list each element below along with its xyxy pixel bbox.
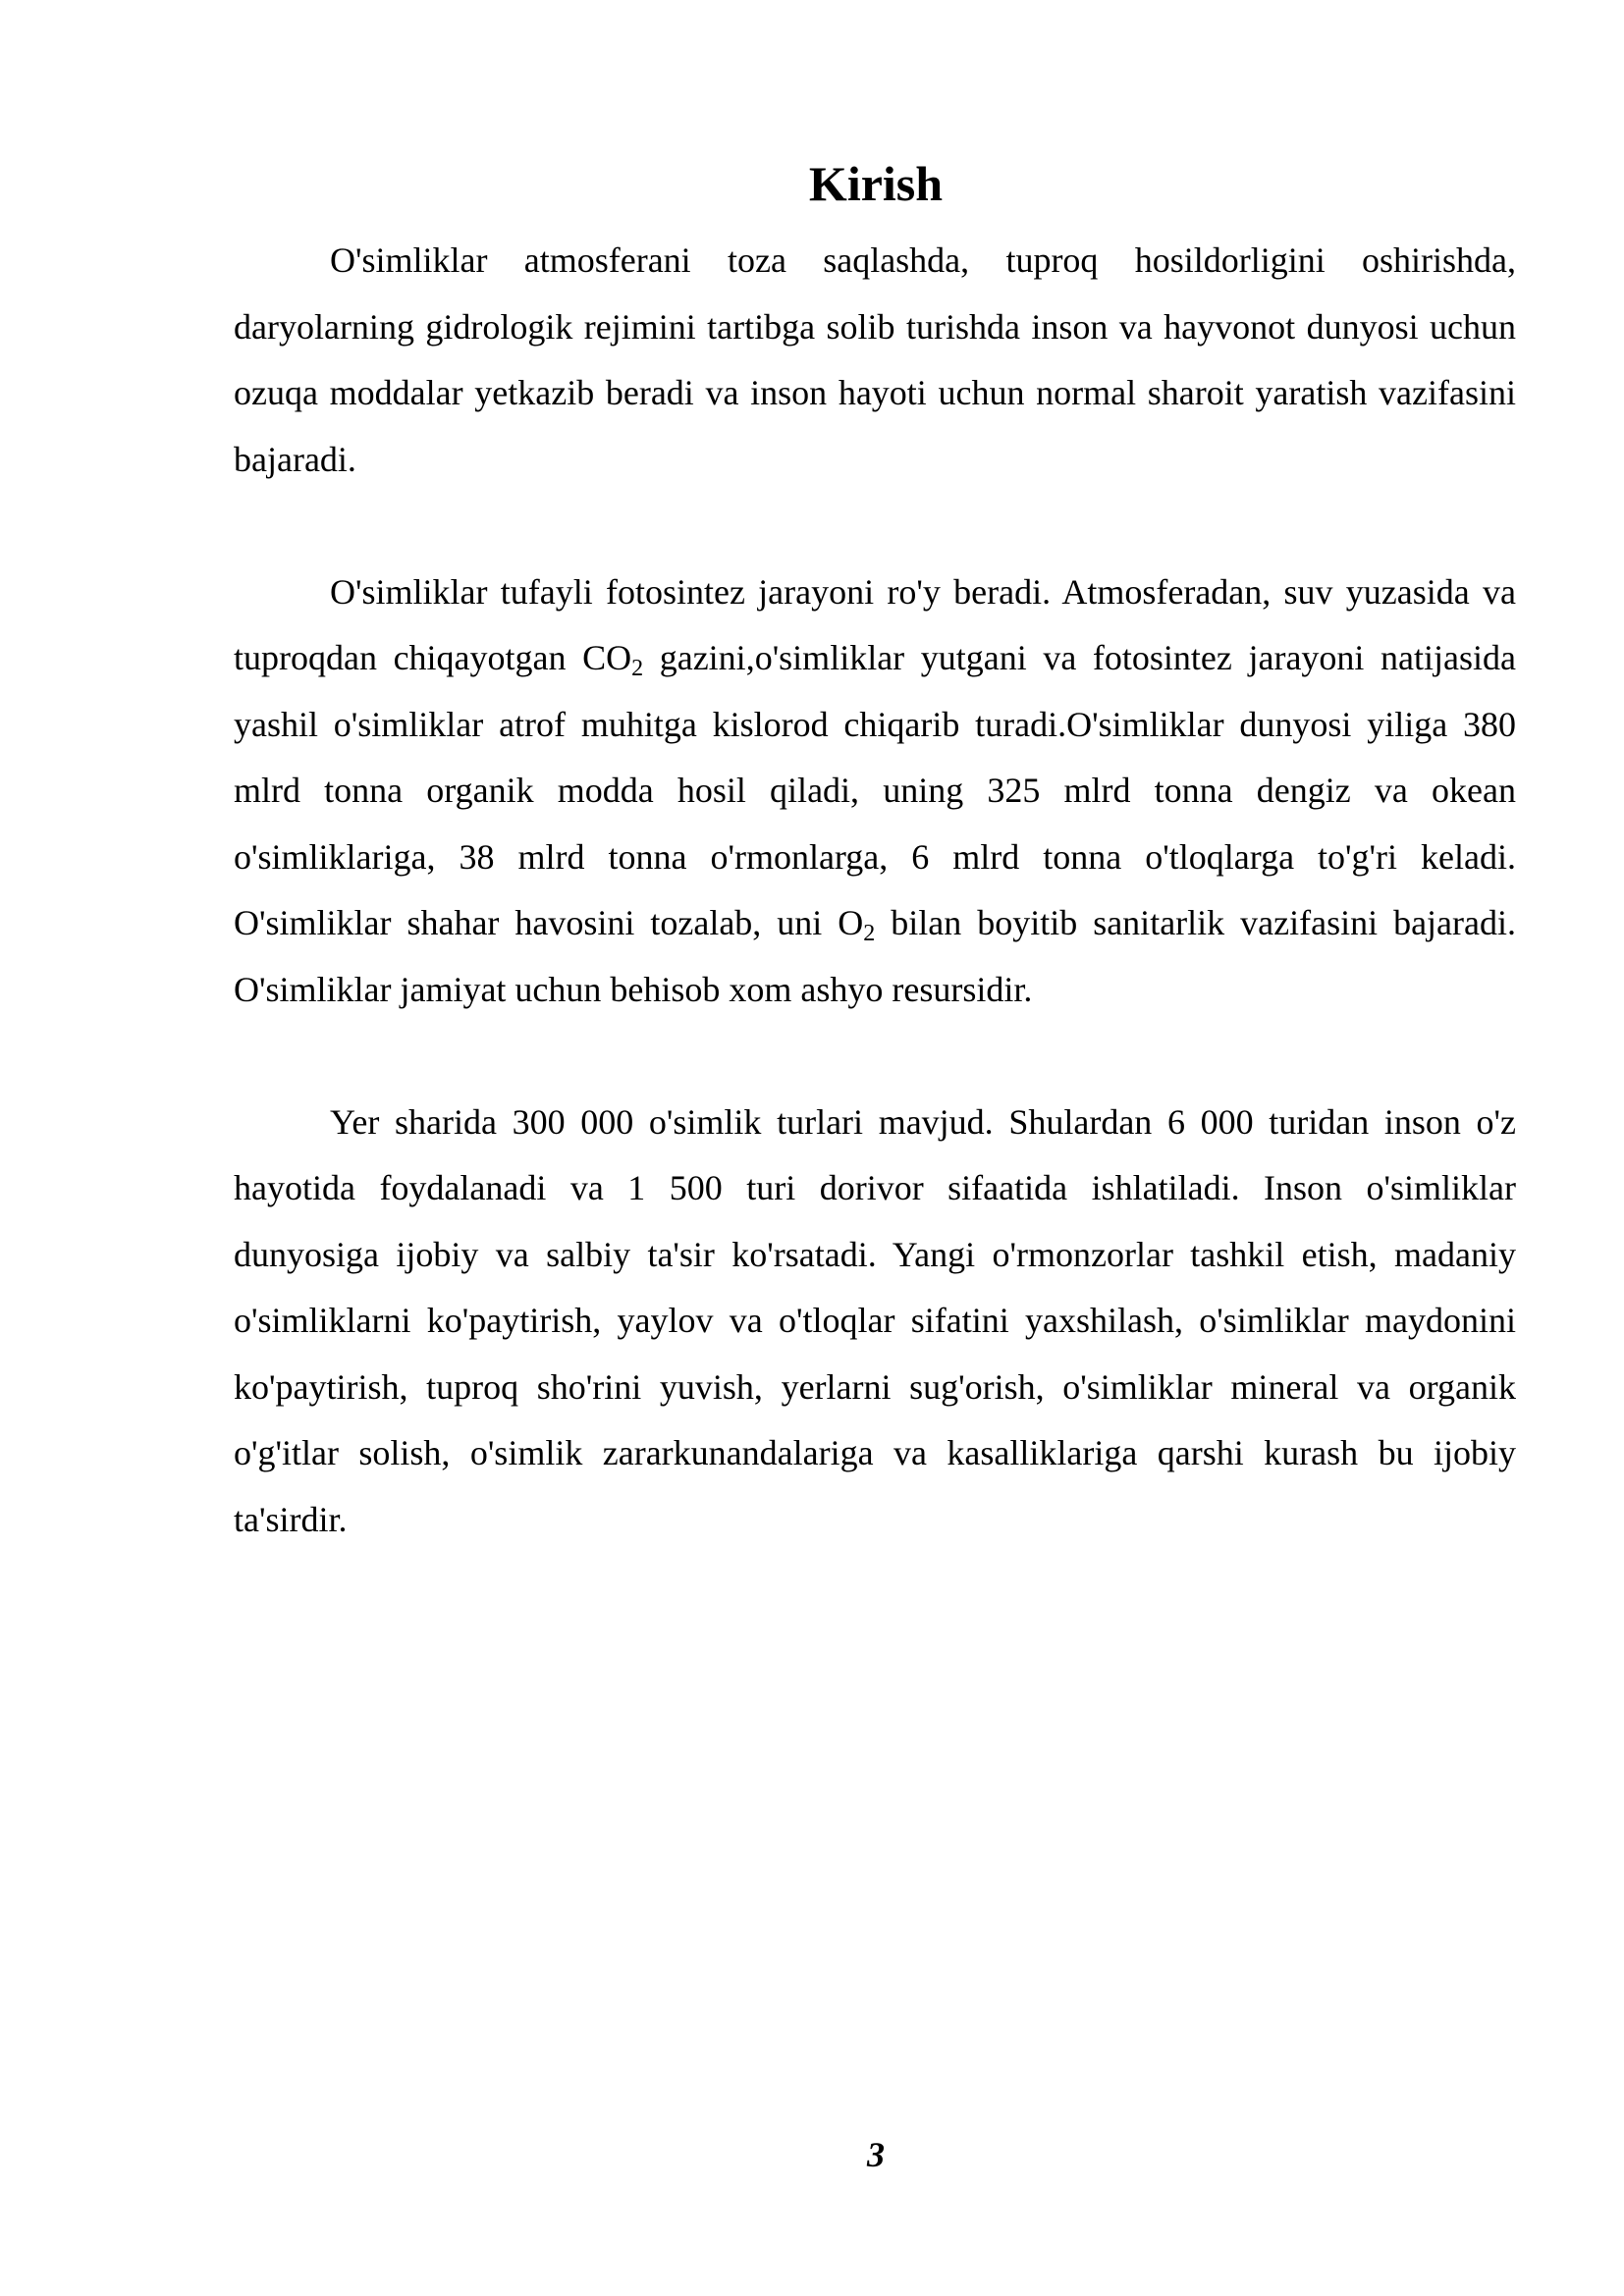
o2-subscript: 2 — [863, 921, 876, 946]
paragraph-3: Yer sharida 300 000 o'simlik turlari mavjud. Shulardan 6 000 turidan inson o'z hayotida foydalanadi va 1 500 turi dorivor sifaatida ishlatiladi. Inson o'simliklar dunyosiga ijobiy va salbiy ta'sir ko'rsatadi. Yangi o'rmonzorlar tashkil etish, madaniy o'simliklarni ko'paytirish, yaylov va o'tloqlar sifatini yaxshilash, o'simliklar maydonini ko'paytirish, tuproq sho'rini yuvish, yerlarni sug'orish, o'simliklar mineral va organik o'g'itlar solish, o'simlik zararkunandalariga va kasalliklariga qarshi kurash bu ijobiy ta'sirdir. — [234, 1101, 1516, 1539]
paragraph-2-text-b: gazini,o'simliklar yutgani va fotosintez jarayoni natijasida yashil o'simliklar atrof muhitga kislorod chiqarib turadi.O'simliklar dunyosi yiliga 380 mlrd tonna organik modda hosil qiladi, uning 325 mlrd tonna dengiz va okean o'simliklariga, 38 mlrd tonna o'rmonlarga, 6 mlrd tonna o'tloqlarga to'g'ri keladi. O'simliklar shahar havosini tozalab, uni O — [234, 638, 1516, 942]
co2-subscript: 2 — [631, 656, 644, 681]
page-title: Kirish — [808, 156, 944, 211]
page-number: 3 — [867, 2135, 885, 2174]
document-body — [234, 228, 1516, 1553]
paragraph-spacer — [234, 1023, 1516, 1090]
paragraph-2 — [234, 560, 1516, 1024]
paragraph-2-text-a: O'simliklar tufayli fotosintez jarayoni ro'y beradi. Atmosferadan, suv yuzasida va tuproqdan chiqayotgan CO — [234, 571, 1516, 677]
paragraph-1: O'simliklar atmosferani toza saqlashda, tuproq hosildorligini oshirishda, daryolarning gidrologik rejimini tartibga solib turishda inson va hayvonot dunyosi uchun ozuqa moddalar yetkazib beradi va inson hayoti uchun normal sharoit yaratish vazifasini bajaradi. — [234, 240, 1516, 479]
paragraph-spacer — [234, 493, 1516, 560]
paragraph-2-text-c: bilan boyitib sanitarlik vazifasini bajaradi. O'simliklar jamiyat uchun behisob xom ashyo resursidir. — [234, 903, 1516, 1009]
